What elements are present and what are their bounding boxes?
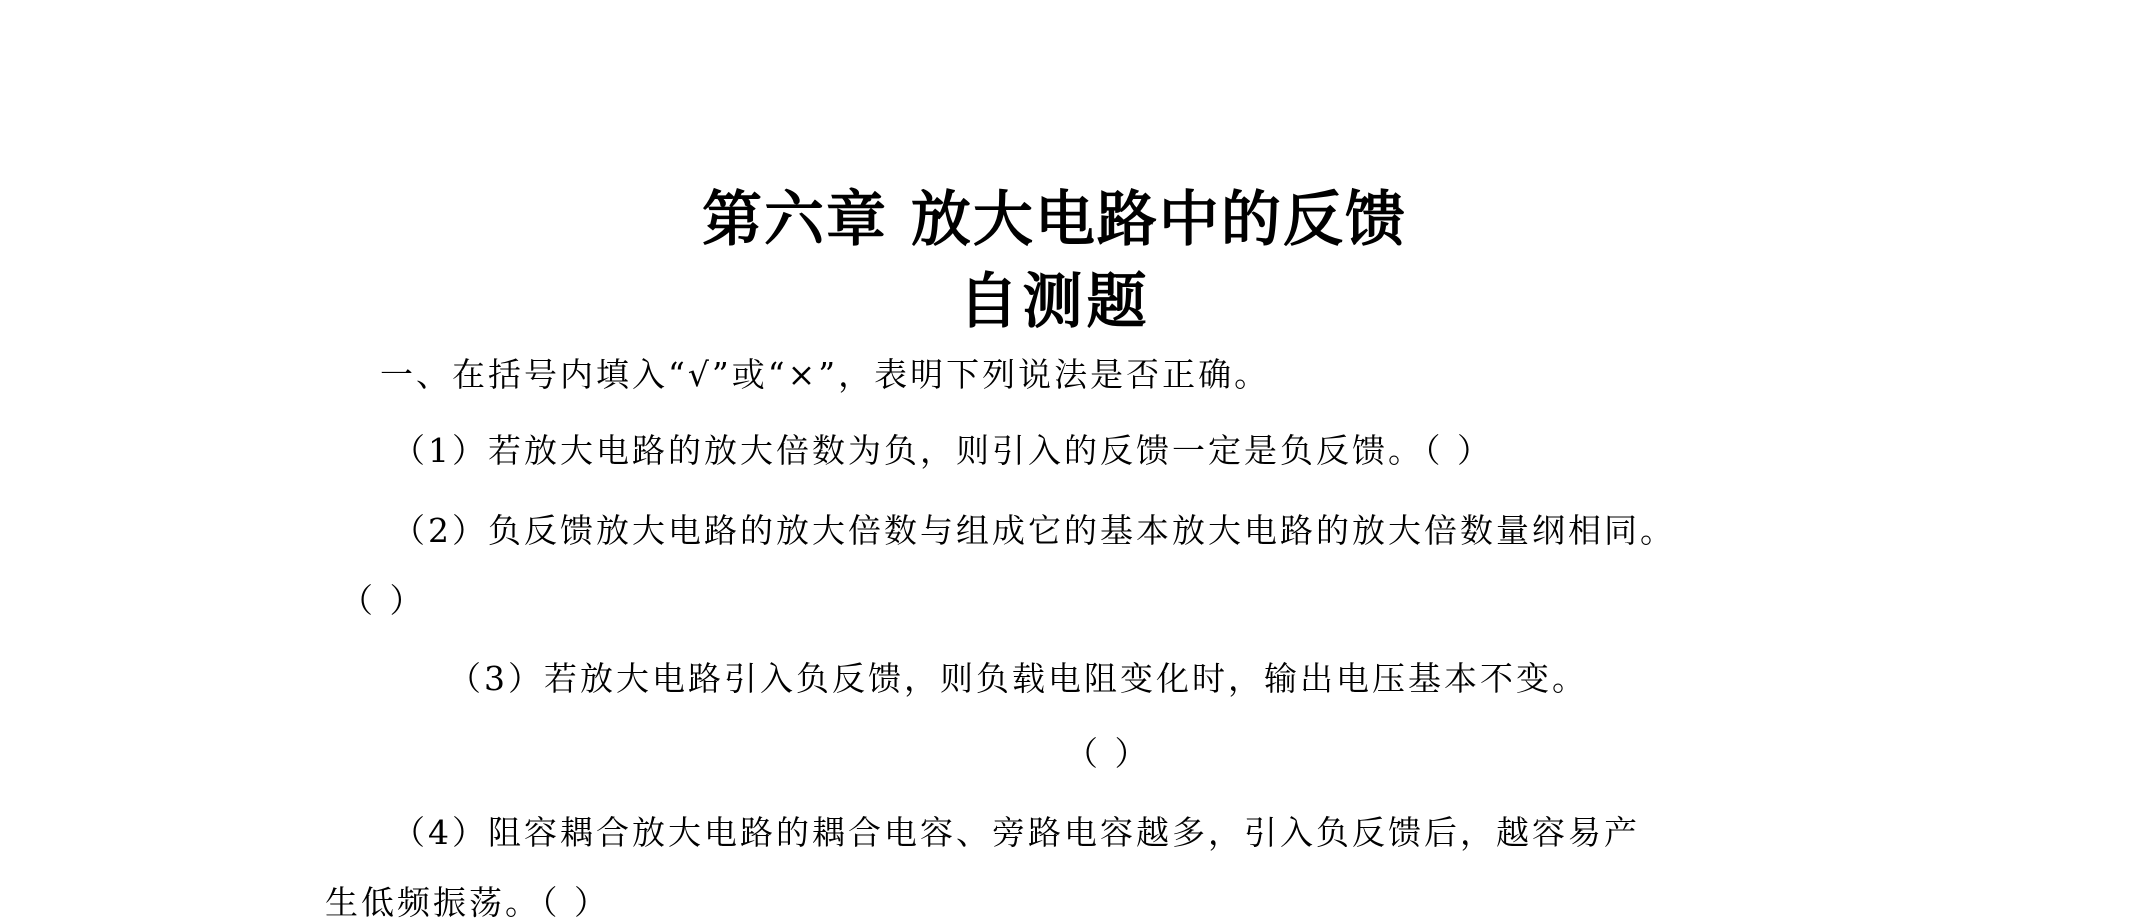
chapter-title: 第六章 放大电路中的反馈: [702, 185, 1407, 255]
question-1: （1）若放大电路的放大倍数为负，则引入的反馈一定是负反馈。（ ）: [392, 431, 1493, 470]
question-4: （4）阻容耦合放大电路的耦合电容、旁路电容越多，引入负反馈后，越容易产: [392, 813, 1640, 852]
question-3: （3）若放大电路引入负反馈，则负载电阻变化时，输出电压基本不变。: [448, 659, 1588, 698]
question-2: （2）负反馈放大电路的放大倍数与组成它的基本放大电路的放大倍数量纲相同。: [392, 511, 1676, 550]
question-2-answer-bracket: （ ）: [340, 581, 426, 620]
section-heading: 一、在括号内填入“√”或“×”，表明下列说法是否正确。: [380, 355, 1271, 394]
subtitle: 自测题: [958, 267, 1151, 337]
question-4-continuation: 生低频振荡。（ ）: [325, 883, 610, 922]
question-3-answer-bracket: （ ）: [1065, 734, 1151, 773]
